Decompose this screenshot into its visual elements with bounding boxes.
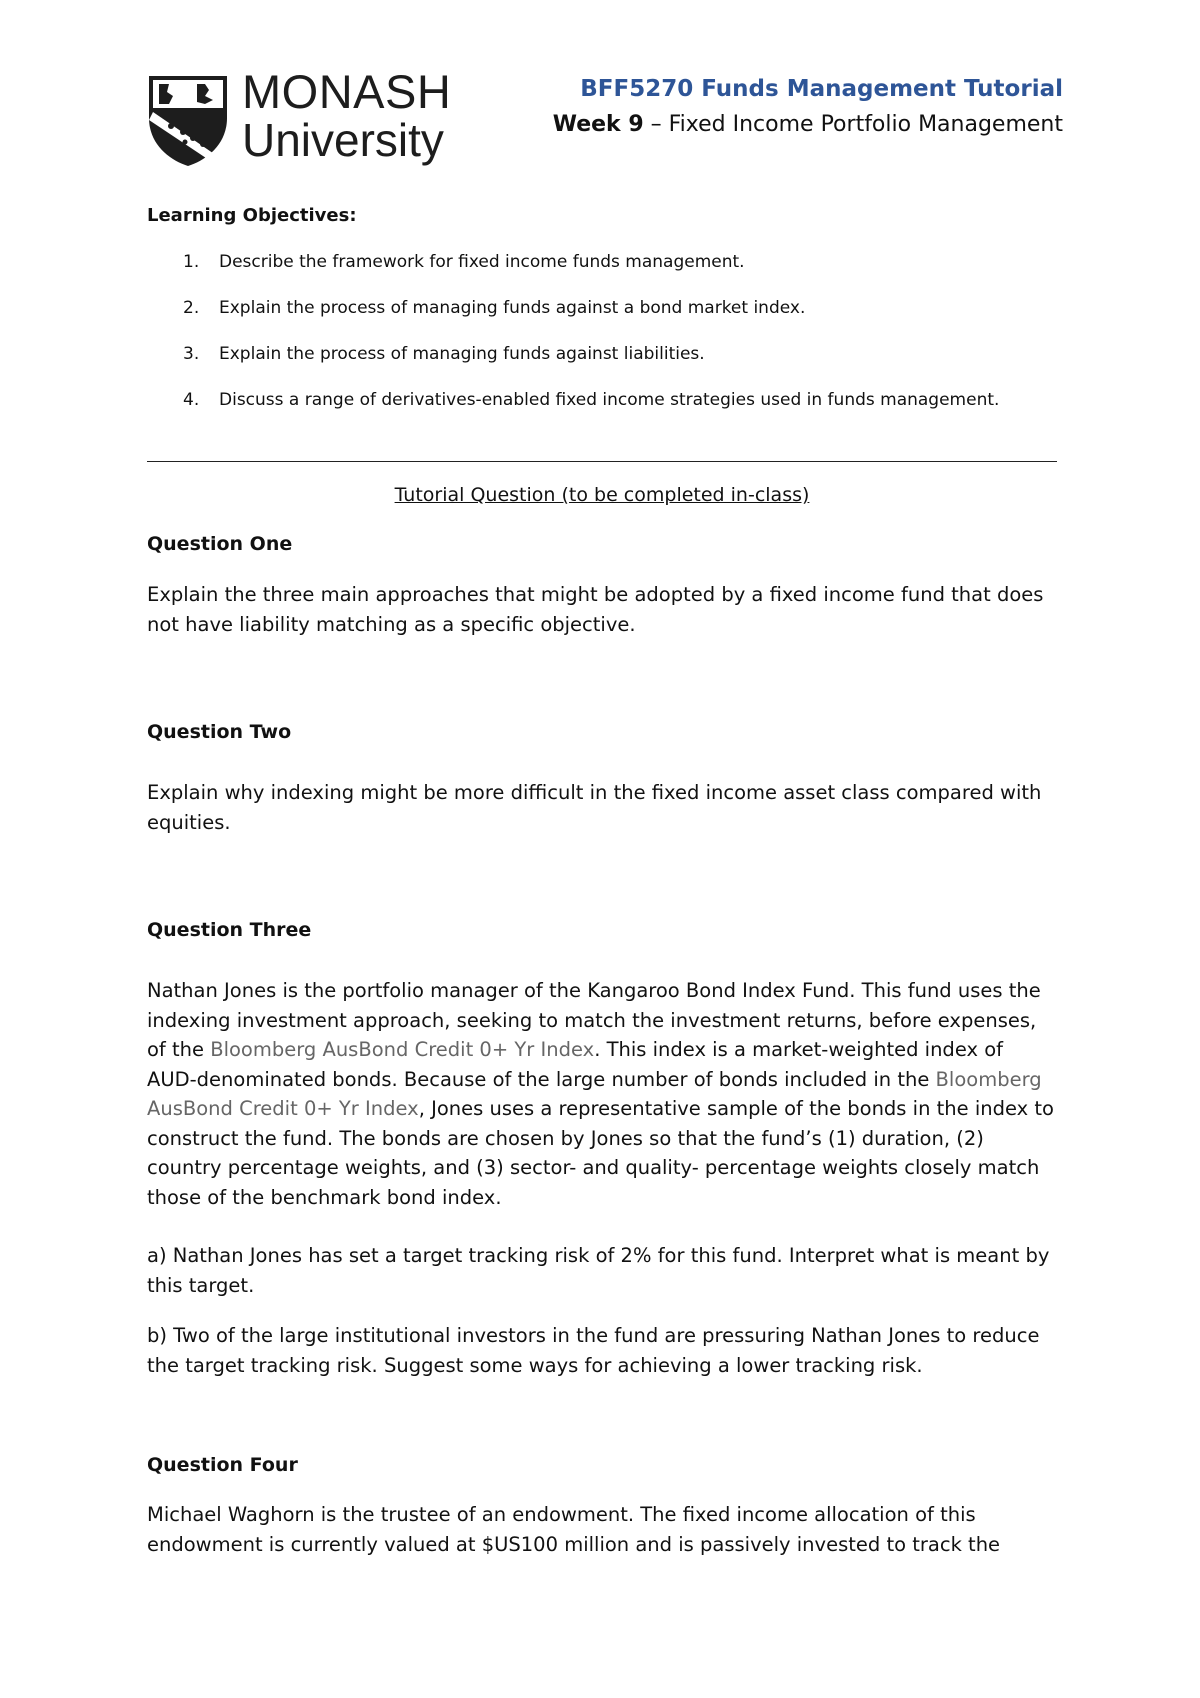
question-three-paragraph bbox=[147, 976, 1057, 1212]
objective-text: Explain the process of managing funds against a bond market index. bbox=[219, 298, 806, 318]
q3-text-part: Nathan Jones is the portfolio manager of the Kangaroo Bond Index Fund. This fund uses the indexing investment approach, seeking to match the investment returns, before expenses, of the bbox=[147, 979, 1041, 1061]
objective-text: Explain the process of managing funds against liabilities. bbox=[219, 344, 705, 364]
logo-monash-text: MONASH bbox=[242, 65, 452, 118]
index-name: Bloomberg AusBond Credit 0+ Yr Index bbox=[210, 1038, 595, 1061]
week-topic: – Fixed Income Portfolio Management bbox=[643, 112, 1063, 137]
index-name: Bloomberg AusBond Credit 0+ Yr Index bbox=[147, 1067, 1042, 1120]
question-two-text: Explain why indexing might be more difficult in the fixed income asset class compared with equities. bbox=[147, 781, 1042, 834]
monash-logo bbox=[145, 65, 475, 172]
question-three-part-b: b) Two of the large institutional investors in the fund are pressuring Nathan Jones to reduce the target tracking risk. Suggest some ways for achieving a lower tracking risk. bbox=[147, 1324, 1040, 1377]
monash-crest-icon bbox=[145, 72, 231, 168]
objective-text: Describe the framework for fixed income funds management. bbox=[219, 252, 745, 272]
question-three-part-a: a) Nathan Jones has set a target tracking risk of 2% for this fund. Interpret what is meant by this target. bbox=[147, 1244, 1050, 1297]
objective-number: 2. bbox=[183, 298, 200, 318]
objective-number: 3. bbox=[183, 344, 200, 364]
question-four-text: Michael Waghorn is the trustee of an endowment. The fixed income allocation of this endowment is currently valued at $US100 million and is passively invested to track the bbox=[147, 1503, 1001, 1556]
q3-text-part: . This index is a market-weighted index of AUD-denominated bonds. Because of the large number of bonds included in the bbox=[147, 1038, 1004, 1091]
week-heading bbox=[553, 112, 1063, 137]
objective-text: Discuss a range of derivatives-enabled fixed income strategies used in funds management. bbox=[219, 390, 1000, 410]
tutorial-title: Tutorial Question (to be completed in-class) bbox=[394, 484, 810, 506]
question-three-heading: Question Three bbox=[147, 919, 312, 941]
question-two-heading: Question Two bbox=[147, 721, 292, 743]
objective-number: 4. bbox=[183, 390, 200, 410]
objective-item bbox=[147, 296, 1057, 342]
section-divider bbox=[147, 461, 1057, 462]
course-title: BFF5270 Funds Management Tutorial bbox=[580, 76, 1063, 102]
question-four-heading: Question Four bbox=[147, 1454, 298, 1476]
question-one-text: Explain the three main approaches that might be adopted by a fixed income fund that does not have liability matching as a specific objective. bbox=[147, 583, 1044, 636]
objective-item bbox=[147, 250, 1057, 296]
objectives-title: Learning Objectives: bbox=[147, 205, 357, 226]
logo-university-text: University bbox=[242, 114, 444, 166]
objective-item bbox=[147, 342, 1057, 388]
objectives-list bbox=[147, 250, 1057, 434]
q3-text-part: , Jones uses a representative sample of the bonds in the index to construct the fund. The bonds are chosen by Jones so that the fund’s (1) duration, (2) country percentage weights, and (3) sector- and quality- percentage weights closely match those of the benchmark bond index. bbox=[147, 1097, 1054, 1209]
objective-item bbox=[147, 388, 1057, 434]
week-label: Week 9 bbox=[552, 112, 644, 137]
question-one-heading: Question One bbox=[147, 533, 293, 555]
objective-number: 1. bbox=[183, 252, 200, 272]
